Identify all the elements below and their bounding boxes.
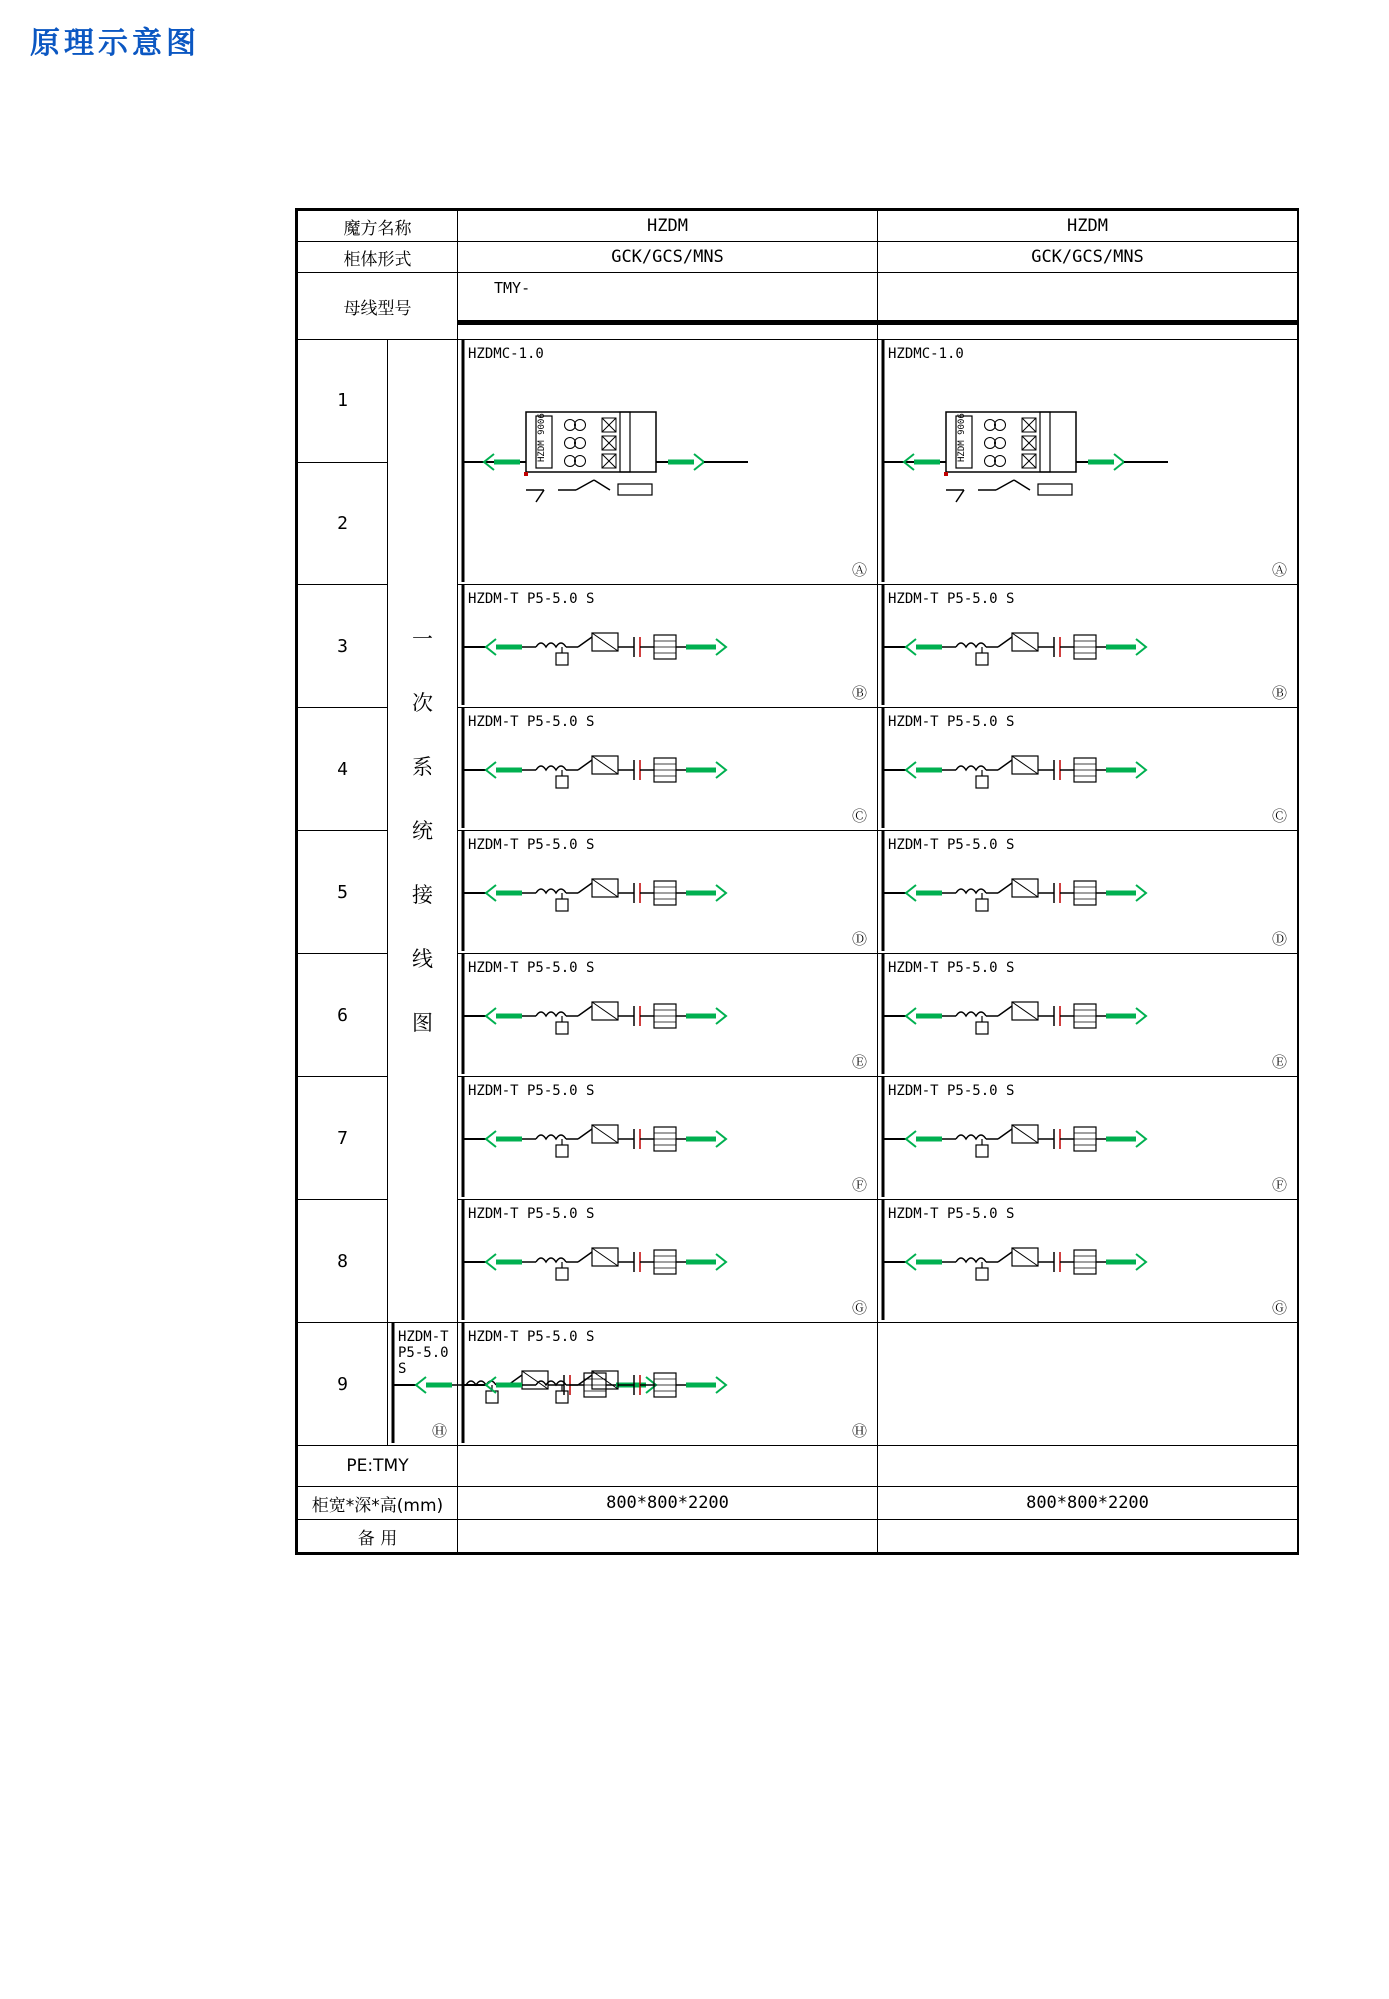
table-row xyxy=(298,273,1298,340)
feeder-unit-diagram xyxy=(458,585,876,705)
unit-cell-r5-c1 xyxy=(458,831,878,954)
unit-tag: Ⓐ xyxy=(851,561,867,579)
unit-tag: Ⓖ xyxy=(851,1299,867,1317)
unit-cell-r7-c1 xyxy=(458,1077,878,1200)
schematic-sheet xyxy=(295,208,1299,1555)
vertical-title-text: 一 次 系 统 接 线 图 xyxy=(412,627,433,1035)
unit-code: HZDM-T P5-5.0 S xyxy=(888,714,1015,730)
row-label-spare: 备 用 xyxy=(298,1520,458,1553)
unit-cell-r9-c1 xyxy=(388,1323,458,1446)
unit-code: HZDM-T P5-5.0 S xyxy=(468,1329,595,1345)
unit-code: HZDM-T P5-5.0 S xyxy=(888,960,1015,976)
vertical-title xyxy=(388,340,458,1323)
feeder-unit-diagram xyxy=(458,1323,876,1443)
unit-tag: Ⓓ xyxy=(851,930,867,948)
row-number-8: 8 xyxy=(298,1200,388,1323)
unit-cell-r3-c2 xyxy=(878,585,1298,708)
device-label: HZDM 9006 xyxy=(537,413,547,462)
unit-cell-r8-c1 xyxy=(458,1200,878,1323)
row-number-7: 7 xyxy=(298,1077,388,1200)
feeder-unit-diagram xyxy=(458,831,876,951)
unit-code: HZDMC-1.0 xyxy=(468,346,544,362)
unit-cell-r4-c1 xyxy=(458,708,878,831)
unit-cell-r1-c2 xyxy=(878,340,1298,585)
cabinet-type-col1: GCK/GCS/MNS xyxy=(458,242,878,273)
pe-col2 xyxy=(878,1446,1298,1487)
unit-code: HZDM-T P5-5.0 S xyxy=(468,960,595,976)
unit-cell-r4-c2 xyxy=(878,708,1298,831)
unit-cell-r3-c1 xyxy=(458,585,878,708)
busbar-cell-col1 xyxy=(458,273,878,340)
unit-code: HZDM-T P5-5.0 S xyxy=(468,1083,595,1099)
row-number-1: 1 xyxy=(298,340,388,463)
table-row xyxy=(298,1323,1298,1446)
row-label-cabinet-type: 柜体形式 xyxy=(298,242,458,273)
unit-tag: Ⓐ xyxy=(1271,561,1287,579)
unit-tag: Ⓑ xyxy=(1271,684,1287,702)
incoming-unit-diagram xyxy=(878,340,1296,582)
unit-code: HZDM-T P5-5.0 S xyxy=(398,1329,449,1377)
feeder-unit-diagram xyxy=(878,831,1296,951)
unit-code: HZDM-T P5-5.0 S xyxy=(888,591,1015,607)
feeder-unit-diagram xyxy=(878,954,1296,1074)
row-number-5: 5 xyxy=(298,831,388,954)
cabinet-type-col2: GCK/GCS/MNS xyxy=(878,242,1298,273)
table-row xyxy=(298,1520,1298,1553)
unit-cell-r6-c1 xyxy=(458,954,878,1077)
feeder-unit-diagram xyxy=(878,708,1296,828)
unit-code: HZDM-T P5-5.0 S xyxy=(468,714,595,730)
row-label-cube-name: 魔方名称 xyxy=(298,211,458,242)
unit-code: HZDM-T P5-5.0 S xyxy=(468,1206,595,1222)
busbar-model-col1: TMY- xyxy=(494,279,531,297)
cube-name-col1: HZDM xyxy=(458,211,878,242)
feeder-unit-diagram xyxy=(458,1200,876,1320)
unit-tag: Ⓖ xyxy=(1271,1299,1287,1317)
pe-col1 xyxy=(458,1446,878,1487)
unit-tag: Ⓒ xyxy=(851,807,867,825)
unit-tag: Ⓔ xyxy=(1271,1053,1287,1071)
dimensions-col2: 800*800*2200 xyxy=(878,1487,1298,1520)
unit-cell-r7-c2 xyxy=(878,1077,1298,1200)
unit-tag: Ⓓ xyxy=(1271,930,1287,948)
table-row xyxy=(298,1446,1298,1487)
schematic-table xyxy=(297,210,1298,1553)
unit-tag: Ⓔ xyxy=(851,1053,867,1071)
unit-code: HZDM-T P5-5.0 S xyxy=(888,1206,1015,1222)
row-number-4: 4 xyxy=(298,708,388,831)
row-number-3: 3 xyxy=(298,585,388,708)
spare-col2 xyxy=(878,1520,1298,1553)
table-row xyxy=(298,1487,1298,1520)
spare-col1 xyxy=(458,1520,878,1553)
unit-tag: Ⓕ xyxy=(1271,1176,1287,1194)
row-number-6: 6 xyxy=(298,954,388,1077)
unit-cell-r8-c2 xyxy=(878,1200,1298,1323)
unit-code: HZDMC-1.0 xyxy=(888,346,964,362)
feeder-unit-diagram xyxy=(458,1077,876,1197)
table-row xyxy=(298,211,1298,242)
incoming-unit-diagram xyxy=(458,340,876,582)
unit-code: HZDM-T P5-5.0 S xyxy=(888,837,1015,853)
row-label-busbar-model: 母线型号 xyxy=(298,273,458,340)
unit-code: HZDM-T P5-5.0 S xyxy=(468,591,595,607)
row-label-dimensions: 柜宽*深*高(mm) xyxy=(298,1487,458,1520)
table-row xyxy=(298,340,1298,463)
cube-name-col2: HZDM xyxy=(878,211,1298,242)
page-title: 原理示意图 xyxy=(30,26,200,61)
unit-tag: Ⓒ xyxy=(1271,807,1287,825)
row-number-2: 2 xyxy=(298,462,388,585)
feeder-unit-diagram xyxy=(878,1200,1296,1320)
unit-tag: Ⓗ xyxy=(431,1422,447,1440)
busbar-cell-col2 xyxy=(878,273,1298,340)
unit-code: HZDM-T P5-5.0 S xyxy=(888,1083,1015,1099)
unit-cell-r6-c2 xyxy=(878,954,1298,1077)
feeder-unit-diagram xyxy=(458,708,876,828)
unit-tag: Ⓗ xyxy=(851,1422,867,1440)
feeder-unit-diagram xyxy=(458,954,876,1074)
row-label-pe: PE:TMY xyxy=(298,1446,458,1487)
dimensions-col1: 800*800*2200 xyxy=(458,1487,878,1520)
table-row xyxy=(298,242,1298,273)
unit-cell-r9-c2 xyxy=(458,1323,878,1446)
unit-code: HZDM-T P5-5.0 S xyxy=(468,837,595,853)
busbar-line-col1 xyxy=(458,320,879,325)
row-number-9: 9 xyxy=(298,1323,388,1446)
unit-cell-r1-c1 xyxy=(458,340,878,585)
feeder-unit-diagram xyxy=(878,1077,1296,1197)
device-label: HZDM 9006 xyxy=(957,413,967,462)
unit-tag: Ⓑ xyxy=(851,684,867,702)
feeder-unit-diagram xyxy=(878,585,1296,705)
busbar-line-col2 xyxy=(878,320,1299,325)
unit-tag: Ⓕ xyxy=(851,1176,867,1194)
unit-cell-r5-c2 xyxy=(878,831,1298,954)
